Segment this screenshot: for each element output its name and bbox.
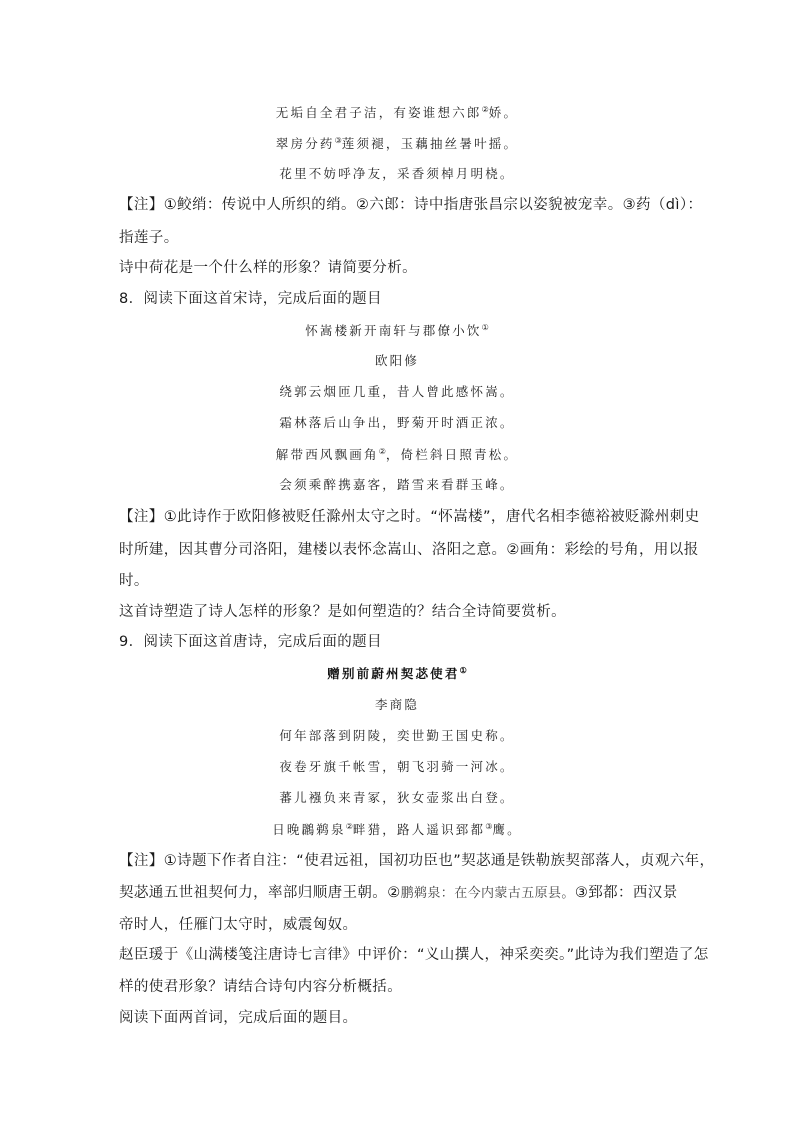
q9-note-line-1: 【注】①诗题下作者自注：“使君远祖，国初功臣也”契苾通是铁勒族契部落人，贞观六年， [119,853,715,869]
q8-poem-line-1: 绕郭云烟匝几重，昔人曾此感怀嵩。 [279,384,515,399]
q9-note-line-2: 契苾通五世祖契何力，率部归顺唐王朝。②鹏鹈泉：在今内蒙古五原县。③郅都：西汉景 [119,885,678,901]
final-instruction: 阅读下面两首词，完成后面的题目。 [119,1010,358,1026]
q8-prompt: 这首诗塑造了诗人怎样的形象？是如何塑造的？结合全诗简要赏析。 [119,604,566,620]
q8-poem-line-2: 霜林落后山争出，野菊开时酒正浓。 [279,415,515,430]
q9-poem-author: 李商隐 [374,697,420,712]
q9-poem-line-2: 夜卷牙旗千帐雪，朝飞羽骑一河冰。 [279,759,515,774]
q8-note-line-1: 【注】①此诗作于欧阳修被贬任滁州太守之时。“怀嵩楼”，唐代名相李德裕被贬滁州刺史 [119,509,700,525]
q9-prompt-line-1: 赵臣瑗于《山满楼笺注唐诗七言律》中评价：“义山撰人，神采奕奕。”此诗为我们塑造了怎 [119,947,709,963]
q9-poem-line-4: 日晚鸊鹈泉②畔猎，路人遥识郅都③鹰。 [272,822,522,837]
q9-prompt-line-2: 样的使君形象？请结合诗句内容分析概括。 [119,979,403,995]
note1-line-1: 【注】①鲛绡：传说中人所织的绡。②六郎：诗中指唐张昌宗以姿貌被宠幸。③药（dì）： [119,197,703,213]
q8-poem-author: 欧阳修 [374,353,420,368]
poem1-line-4: 无垢自全君子洁，有姿谁想六郎②娇。 [275,105,519,120]
q9-heading: 9．阅读下面这首唐诗，完成后面的题目 [119,634,382,650]
poem1-line-6: 花里不妨呼净友，采香须棹月明桡。 [279,166,515,181]
q8-poem-line-4: 会须乘醉携嘉客，踏雪来看群玉峰。 [279,477,515,492]
q9-note-line-3: 帝时人，任雁门太守时，威震匈奴。 [119,917,358,933]
q9-poem-line-1: 何年部落到阴陵，奕世勤王国史称。 [279,728,515,743]
q8-note-line-3: 时。 [119,573,149,589]
q8-note-line-2: 时所建，因其曹分司洛阳，建楼以表怀念嵩山、洛阳之意。②画角：彩绘的号角，用以报 [119,542,699,558]
q9-poem-line-3: 蕃儿襁负来青冢，狄女壶浆出白登。 [279,790,515,805]
q8-poem-line-3: 解带西风飘画角②，倚栏斜日照青松。 [275,447,519,462]
poem1-line-5: 翠房分药③莲须褪，玉藕抽丝暑叶摇。 [275,136,519,151]
q7-prompt: 诗中荷花是一个什么样的形象？请简要分析。 [119,260,417,276]
q8-poem-title: 怀嵩楼新开南轩与郡僚小饮① [305,323,489,338]
note1-line-2: 指莲子。 [119,230,179,246]
q8-heading: 8．阅读下面这首宋诗，完成后面的题目 [119,291,382,307]
q9-poem-title: 赠别前蔚州契苾使君① [327,665,467,681]
